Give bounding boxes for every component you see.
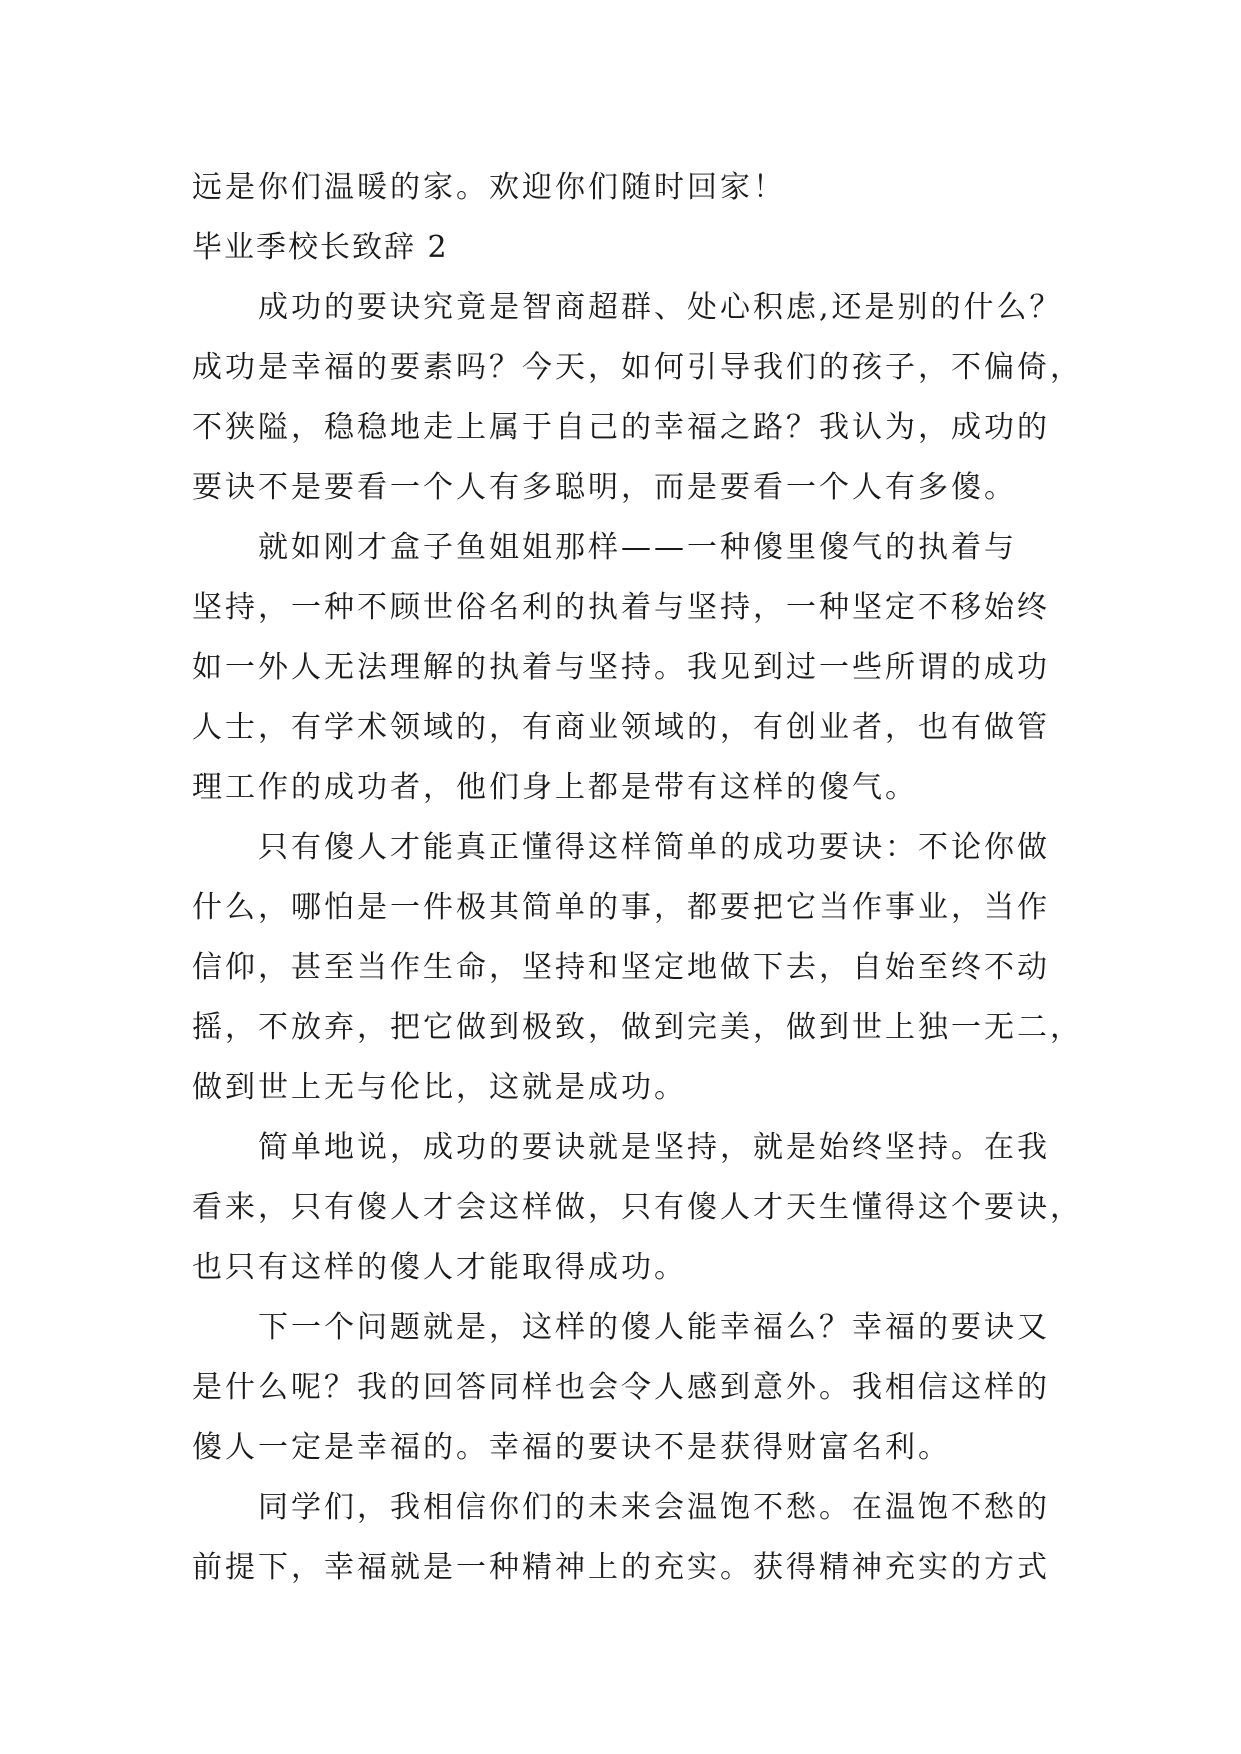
paragraph-line: 成功的要诀究竟是智商超群、处心积虑,还是别的什么？: [258, 290, 1063, 325]
paragraph-line: 信仰，甚至当作生命，坚持和坚定地做下去，自始至终不动: [192, 950, 1050, 985]
paragraph-line: 人士，有学术领域的，有商业领域的，有创业者，也有做管: [192, 710, 1050, 745]
paragraph-line: 成功是幸福的要素吗？今天，如何引导我们的孩子，不偏倚，: [192, 350, 1083, 385]
paragraph-line: 做到世上无与伦比，这就是成功。: [192, 1070, 687, 1105]
paragraph-1: [192, 278, 1083, 518]
paragraph-line: 坚持，一种不顾世俗名利的执着与坚持，一种坚定不移始终: [192, 590, 1050, 625]
paragraph-line: 不狭隘，稳稳地走上属于自己的幸福之路？我认为，成功的: [192, 410, 1050, 445]
paragraph-line: 如一外人无法理解的执着与坚持。我见到过一些所谓的成功: [192, 650, 1050, 685]
document-body: [192, 158, 1083, 1598]
paragraph-line: 同学们，我相信你们的未来会温饱不愁。在温饱不愁的: [258, 1490, 1050, 1525]
paragraph-line: 下一个问题就是，这样的傻人能幸福么？幸福的要诀又: [258, 1310, 1050, 1345]
intro-line: 远是你们温暖的家。欢迎你们随时回家！: [192, 170, 786, 205]
paragraph-5: [192, 1298, 1062, 1478]
paragraph-line: 什么，哪怕是一件极其简单的事，都要把它当作事业，当作: [192, 890, 1050, 925]
paragraph-2: [192, 518, 1062, 818]
paragraph-line: 傻人一定是幸福的。幸福的要诀不是获得财富名利。: [192, 1430, 951, 1465]
section-title: 毕业季校长致辞 2: [192, 230, 449, 265]
paragraph-line: 简单地说，成功的要诀就是坚持，就是始终坚持。在我: [258, 1130, 1050, 1165]
paragraph-6: [192, 1478, 1062, 1598]
paragraph-line: 摇，不放弃，把它做到极致，做到完美，做到世上独一无二，: [192, 1010, 1083, 1045]
paragraph-line: 前提下，幸福就是一种精神上的充实。获得精神充实的方式: [192, 1550, 1050, 1585]
paragraph-line: 也只有这样的傻人才能取得成功。: [192, 1250, 687, 1285]
paragraph-line: 只有傻人才能真正懂得这样简单的成功要诀：不论你做: [258, 830, 1050, 865]
paragraph-line: 看来，只有傻人才会这样做，只有傻人才天生懂得这个要诀，: [192, 1190, 1083, 1225]
paragraph-line: 就如刚才盒子鱼姐姐那样——一种傻里傻气的执着与: [258, 530, 1017, 565]
paragraph-line: 要诀不是要看一个人有多聪明，而是要看一个人有多傻。: [192, 470, 1017, 505]
paragraph-3: [192, 818, 1083, 1118]
paragraph-line: 理工作的成功者，他们身上都是带有这样的傻气。: [192, 770, 918, 805]
paragraph-line: 是什么呢？我的回答同样也会令人感到意外。我相信这样的: [192, 1370, 1050, 1405]
paragraph-4: [192, 1118, 1083, 1298]
